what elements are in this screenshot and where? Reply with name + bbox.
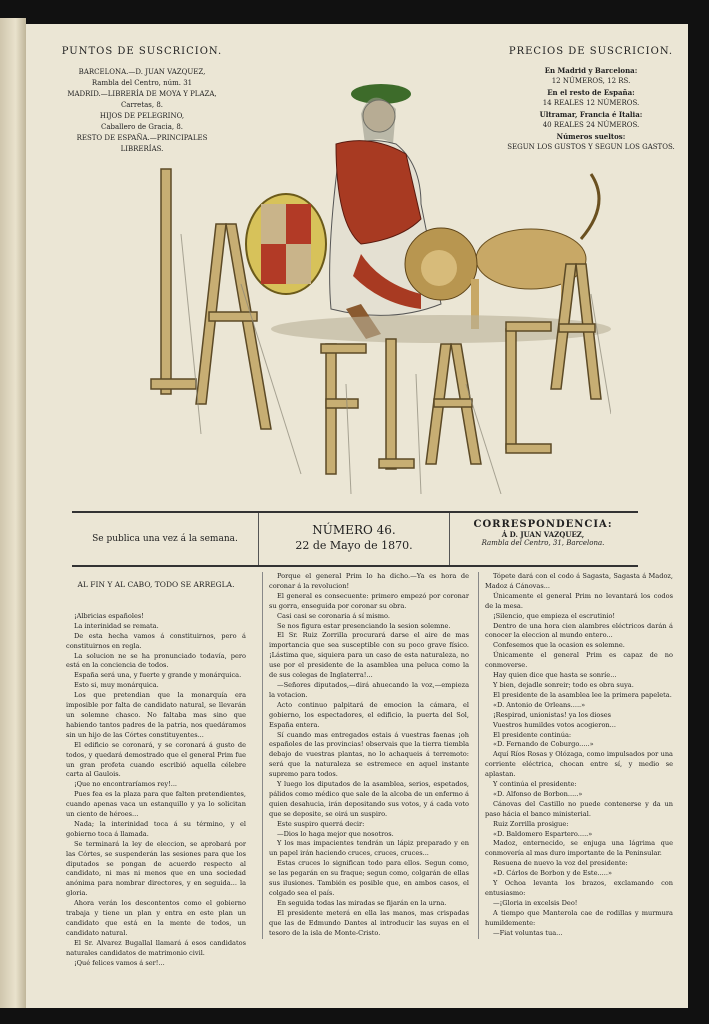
article-paragraph: —Señores diputados,—dirá ahuecando la voz,—empieza la votacion. [269,680,469,699]
article-paragraph: —Fiat voluntas tua... [493,928,563,937]
price-line: 12 NÚMEROS, 12 RS. [551,77,631,85]
article-paragraph: Ahora verán los descontentos como el gobierno trabaja y tiene un plan y entra en este plan un candidato que está en la mente de todos, un candidato natural. [66,899,246,937]
article-paragraph: Únicamente el general Prim no levantará los codos de la mesa. [485,591,673,610]
correspondence-address: Rambla del Centro, 31, Barcelona. [481,539,605,547]
subscription-line: Carretas, 8. [120,101,164,109]
article-paragraph: ¡Albricias españoles! [74,611,144,620]
article-paragraph: En seguida todas las miradas se fijarán en la urna. [277,898,447,907]
price-line: En Madrid y Barcelona: [544,66,638,75]
article-paragraph: —Dios lo haga mejor que nosotros. [277,829,394,838]
price-line: 14 REALES 12 NÚMEROS. [542,99,640,107]
issue-info-band [72,511,638,567]
article-paragraph: De esta hecha vamos á constituirnos, pero á constituirnos en regla. [66,631,246,650]
subscription-line: Caballero de Gracia, 8. [100,123,183,131]
article-paragraph: ¡Qué felices vamos á ser!... [74,958,165,967]
article-paragraph: Y bien, dejadle sonreir; todo es obra suya. [493,680,634,689]
article-paragraph: Y los mas impacientes tendrán un lápiz preparado y en un papel irán haciendo cruces, cruces, cruces... [269,839,469,858]
article-paragraph: Únicamente el general Prim es capaz de no conmoverse. [485,651,673,670]
article-paragraph: El Sr. Alvarez Bugallal llamará á esos candidatos naturales candidatos de matrimonio civil. [66,938,246,957]
price-line: En el resto de España: [547,88,635,97]
article-paragraph: Pues fea es la plaza para que falten pretendientes, cuando apenas vaca un estanquillo y ya lo solicitan un ciento de héroes... [66,790,246,819]
price-line: 40 REALES 24 NÚMEROS. [542,121,640,129]
article-paragraph: Porque el general Prim lo ha dicho.—Ya es hora de coronar á la revolucion! [269,572,469,590]
article-column-2 [262,572,469,939]
article-paragraph: Tópete dará con el codo á Sagasta, Sagasta á Madoz, Madoz á Cánovas... [485,572,673,590]
article-paragraph: Hay quien dice que hasta se sonríe... [493,671,617,680]
article-paragraph: Este suspiro querrá decir: [277,819,365,828]
article-title: AL FIN Y AL CABO, TODO SE ARREGLA. [77,580,235,589]
article-paragraph: Confesemos que la ocasion es solemne. [493,641,625,650]
correspondence-addressee: Á D. JUAN VAZQUEZ, [501,530,585,539]
article-paragraph: Y luego los diputados de la asamblea, serios, espetados, pálidos como médico que sale de la alcoba de un enfermo á quien desahucia, irán depositando sus votos, y á cada voto que se deposite, se oirá un suspiro. [269,780,469,818]
article-paragraph: Casi casi se coronaria á sí mismo. [277,611,390,620]
article-body [66,572,673,1002]
article-paragraph: Ruiz Zorrilla prosigue: [493,819,569,828]
article-column-1 [66,572,246,969]
article-paragraph: Los que pretendian que la monarquía era imposible por falta de candidato natural, se llevarán un solemne chasco. No faltaba mas sino que habiendo tantos padres de la patria, nos quedáramos sin un hijo de las Córtes constituyentes... [66,691,246,739]
coat-of-arms-shield [246,194,326,294]
subscription-line: MADRID.—LIBRERÍA DE MOYA Y PLAZA, [67,90,217,98]
correspondence-heading: CORRESPONDENCIA: [473,519,613,530]
price-line: SEGUN LOS GUSTOS Y SEGUN LOS GASTOS. [507,143,675,151]
article-paragraph: El presidente de la asamblea lee la primera papeleta. [493,690,672,699]
subscription-line: RESTO DE ESPAÑA.—PRINCIPALES [76,134,208,142]
article-paragraph: ¡Que no encontraríamos rey!... [74,780,178,789]
article-paragraph: Acto continuo palpitará de emocion la cámara, el gobierno, los espectadores, el edificio, la puerta del Sol, España entera. [269,700,469,729]
publication-frequency: Se publica una vez á la semana. [92,534,238,544]
article-paragraph: El general es consecuente: primero empezó por coronar su gorra, enseguida por coronar su obra. [269,591,469,610]
article-paragraph: Y Ochoa levanta los brazos, exclamando con entusiasmo: [485,879,673,897]
masthead-illustration [121,54,611,494]
article-column-3 [478,572,673,939]
subscription-line: LIBRERÍAS. [120,145,164,153]
issue-date: 22 de Mayo de 1870. [295,539,413,552]
price-line: Números sueltos: [556,132,626,141]
article-paragraph: Aquí Ríos Rosas y Olózaga, como impulsados por una corriente eléctrica, chocan entre sí, y medio se aplastan. [485,750,673,779]
article-paragraph: Cánovas del Castillo no puede contenerse y da un paso hácia el banco ministerial. [485,799,673,818]
article-paragraph: La solucion ne se ha pronunciado todavía, pero está en la conciencia de todos. [66,651,246,670]
article-paragraph: «D. Cárlos de Borbon y de Este.....» [493,869,612,878]
article-paragraph: «D. Alfonso de Borbon.....» [493,789,583,798]
article-paragraph: El presidente meterá en ella las manos, mas crispadas que las de Edmundo Dantes al introducir las suyas en el tesoro de la isla de Monte-Cristo. [269,908,469,937]
article-paragraph: «D. Antonio de Orleans.....» [493,700,586,709]
article-paragraph: El presidente continúa: [493,730,572,739]
subscription-points-title: PUNTOS DE SUSCRICION. [61,46,223,57]
masthead-svg [121,54,611,494]
article-paragraph: Se terminará la ley de eleccion, se aprobará por las Córtes, se suspenderán las sesiones para que los diputados se pongan de acuerdo respecto al candidato, ni mas ni menos que en una sociedad anónima para nombrar directores, y en seguida... la gloria. [66,839,246,898]
subscription-line: BARCELONA.—D. JUAN VAZQUEZ, [78,68,206,76]
article-paragraph: Resuena de nuevo la voz del presidente: [493,859,628,868]
article-paragraph: Madoz, enternecido, se enjuga una lágrima que conmovería al mas duro importante de la Peninsular. [485,839,673,858]
article-paragraph: La interinidad se remata. [74,621,159,630]
article-paragraph: —¡Gloria in excelsis Deo! [493,898,578,907]
subscription-line: Rambla del Centro, núm. 31 [91,79,193,87]
article-paragraph: Y continúa el presidente: [493,780,577,789]
issue-number: NÚMERO 46. [312,523,396,537]
article-paragraph: Nada; la interinidad toca á su término, y el gobierno toca á llamada. [66,819,246,838]
article-paragraph: «D. Fernando de Coburgo.....» [493,740,594,749]
article-paragraph: A tiempo que Manterola cae de rodillas y murmura humildemente: [485,908,673,927]
article-paragraph: Vuestros humildes votos acogieron... [493,720,616,729]
subscription-prices-title: PRECIOS DE SUSCRICION. [508,46,674,57]
article-paragraph: Sí cuando mas entregados estais á vuestras faenas ¡oh españoles de las provincias! observais que la tierra tiembla debajo de vuestras plantas, no lo achaqueis á terremoto: será que la naturaleza se estremece en aquel instante supremo para todos. [269,730,469,779]
article-paragraph: ¡Respirad, unionistas! ya los dioses [493,710,612,719]
article-paragraph: Estas cruces lo significan todo para ellos. Segun como, se las pegarán en su fraque; segun como, colgarán de ellas sus ilusiones. También es posible que, en ambos casos, el colgado sea el país. [269,859,469,897]
article-paragraph: El edificio se coronará, y se coronará á gusto de todos, y quedará demostrado que el general Prim fue un gran profeta cuando escribió aquella célebre carta al Gaulois. [66,740,246,779]
article-paragraph: «D. Baldomero Espartero.....» [493,829,593,838]
article-paragraph: Se nos figura estar presenciando la sesion solemne. [277,621,451,630]
article-paragraph: Esto si, muy monárquica. [74,681,159,690]
article-paragraph: España será una, y fuerte y grande y monárquica. [74,671,242,680]
article-paragraph: Dentro de una hora cien alambres eléctricos darán á conocer la eleccion al mundo entero... [485,621,673,640]
newspaper-page [26,24,688,1008]
price-line: Ultramar, Francia é Italia: [539,110,643,119]
adjacent-page-edge [0,18,26,1008]
article-paragraph: ¡Silencio, que empieza el escrutinio! [493,611,616,620]
correspondence-cell [448,513,638,565]
article-paragraph: El Sr. Ruiz Zorrilla procurará darse el aire de mas importancia que sea susceptible con su poco grave físico. ¡Lástima que, siquiera para un caso de esta naturaleza, no use por el presidente de la asamblea una peluca como la de sus colegas de Inglaterra!... [269,631,469,680]
subscription-line: HIJOS DE PELEGRINO, [99,112,185,120]
issue-number-cell [258,513,450,565]
allegorical-woman-figure [330,84,441,339]
